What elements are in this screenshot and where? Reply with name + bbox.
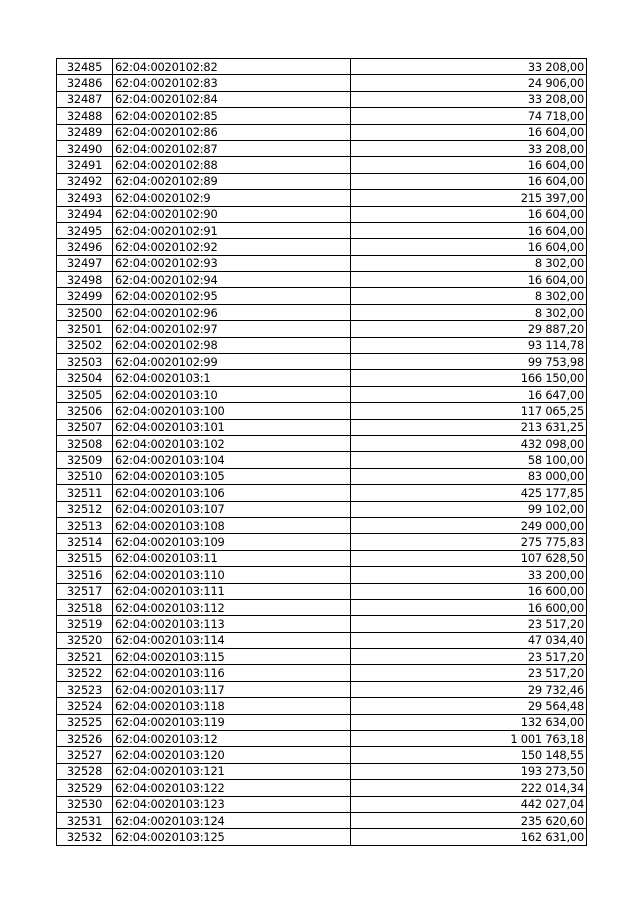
cadastral-number-cell: 62:04:0020102:89 [113,173,351,189]
table-row [57,599,587,615]
row-number-cell: 32513 [57,517,113,533]
value-cell: 235 620,60 [351,812,587,828]
table-row [57,108,587,124]
row-number-cell: 32531 [57,812,113,828]
value-cell: 16 604,00 [351,157,587,173]
row-number-cell: 32517 [57,583,113,599]
table-row [57,157,587,173]
value-cell: 132 634,00 [351,714,587,730]
row-number-cell: 32523 [57,681,113,697]
row-number-cell: 32500 [57,304,113,320]
value-cell: 166 150,00 [351,370,587,386]
cadastral-number-cell: 62:04:0020103:125 [113,829,351,845]
value-cell: 29 564,48 [351,698,587,714]
value-cell: 33 208,00 [351,59,587,75]
value-cell: 162 631,00 [351,829,587,845]
cadastral-number-cell: 62:04:0020102:85 [113,108,351,124]
value-cell: 16 600,00 [351,583,587,599]
table-row [57,501,587,517]
cadastral-number-cell: 62:04:0020102:99 [113,354,351,370]
row-number-cell: 32521 [57,649,113,665]
value-cell: 16 604,00 [351,272,587,288]
row-number-cell: 32512 [57,501,113,517]
row-number-cell: 32502 [57,337,113,353]
row-number-cell: 32506 [57,403,113,419]
cadastral-number-cell: 62:04:0020103:112 [113,599,351,615]
cadastral-number-cell: 62:04:0020103:121 [113,763,351,779]
table-body [57,59,587,846]
table-row [57,583,587,599]
value-cell: 93 114,78 [351,337,587,353]
row-number-cell: 32510 [57,468,113,484]
value-cell: 24 906,00 [351,75,587,91]
cadastral-number-cell: 62:04:0020103:118 [113,698,351,714]
cadastral-number-cell: 62:04:0020103:124 [113,812,351,828]
row-number-cell: 32492 [57,173,113,189]
table-row [57,763,587,779]
value-cell: 29 732,46 [351,681,587,697]
table-row [57,370,587,386]
table-row [57,255,587,271]
table-row [57,124,587,140]
cadastral-number-cell: 62:04:0020103:104 [113,452,351,468]
value-cell: 83 000,00 [351,468,587,484]
cadastral-number-cell: 62:04:0020103:102 [113,435,351,451]
row-number-cell: 32489 [57,124,113,140]
table-row [57,91,587,107]
value-cell: 432 098,00 [351,435,587,451]
row-number-cell: 32487 [57,91,113,107]
value-cell: 58 100,00 [351,452,587,468]
value-cell: 222 014,34 [351,780,587,796]
cadastral-number-cell: 62:04:0020102:91 [113,222,351,238]
cadastral-number-cell: 62:04:0020102:96 [113,304,351,320]
table-row [57,435,587,451]
value-cell: 99 753,98 [351,354,587,370]
table-row [57,681,587,697]
cadastral-number-cell: 62:04:0020103:101 [113,419,351,435]
row-number-cell: 32485 [57,59,113,75]
row-number-cell: 32490 [57,140,113,156]
table-row [57,452,587,468]
row-number-cell: 32499 [57,288,113,304]
row-number-cell: 32522 [57,665,113,681]
value-cell: 425 177,85 [351,485,587,501]
value-cell: 16 604,00 [351,124,587,140]
value-cell: 16 604,00 [351,239,587,255]
row-number-cell: 32511 [57,485,113,501]
row-number-cell: 32496 [57,239,113,255]
table-row [57,272,587,288]
row-number-cell: 32515 [57,550,113,566]
row-number-cell: 32498 [57,272,113,288]
table-row [57,354,587,370]
row-number-cell: 32507 [57,419,113,435]
cadastral-number-cell: 62:04:0020103:12 [113,731,351,747]
table-row [57,812,587,828]
row-number-cell: 32518 [57,599,113,615]
table-row [57,304,587,320]
value-cell: 47 034,40 [351,632,587,648]
cadastral-number-cell: 62:04:0020103:111 [113,583,351,599]
value-cell: 16 647,00 [351,386,587,402]
value-cell: 249 000,00 [351,517,587,533]
cadastral-number-cell: 62:04:0020103:10 [113,386,351,402]
value-cell: 117 065,25 [351,403,587,419]
value-cell: 8 302,00 [351,255,587,271]
row-number-cell: 32501 [57,321,113,337]
table-row [57,222,587,238]
value-cell: 213 631,25 [351,419,587,435]
row-number-cell: 32495 [57,222,113,238]
cadastral-number-cell: 62:04:0020102:84 [113,91,351,107]
value-cell: 16 604,00 [351,206,587,222]
row-number-cell: 32491 [57,157,113,173]
row-number-cell: 32509 [57,452,113,468]
row-number-cell: 32504 [57,370,113,386]
value-cell: 33 200,00 [351,567,587,583]
cadastral-number-cell: 62:04:0020103:1 [113,370,351,386]
cadastral-number-cell: 62:04:0020103:119 [113,714,351,730]
row-number-cell: 32516 [57,567,113,583]
value-cell: 23 517,20 [351,616,587,632]
cadastral-number-cell: 62:04:0020102:86 [113,124,351,140]
value-cell: 99 102,00 [351,501,587,517]
cadastral-number-cell: 62:04:0020102:82 [113,59,351,75]
row-number-cell: 32528 [57,763,113,779]
cadastral-number-cell: 62:04:0020103:100 [113,403,351,419]
cadastral-number-cell: 62:04:0020102:94 [113,272,351,288]
value-cell: 23 517,20 [351,665,587,681]
table-row [57,140,587,156]
cadastral-number-cell: 62:04:0020103:109 [113,534,351,550]
table-row [57,796,587,812]
table-row [57,747,587,763]
cadastral-number-cell: 62:04:0020102:98 [113,337,351,353]
row-number-cell: 32526 [57,731,113,747]
cadastral-number-cell: 62:04:0020103:110 [113,567,351,583]
value-cell: 8 302,00 [351,288,587,304]
table-row [57,386,587,402]
cadastral-number-cell: 62:04:0020103:117 [113,681,351,697]
table-row [57,829,587,845]
cadastral-number-cell: 62:04:0020103:106 [113,485,351,501]
value-cell: 215 397,00 [351,190,587,206]
table-row [57,485,587,501]
value-cell: 150 148,55 [351,747,587,763]
table-row [57,714,587,730]
row-number-cell: 32493 [57,190,113,206]
row-number-cell: 32497 [57,255,113,271]
table-row [57,632,587,648]
table-row [57,75,587,91]
value-cell: 1 001 763,18 [351,731,587,747]
table-row [57,517,587,533]
table-row [57,731,587,747]
table-row [57,403,587,419]
table-row [57,780,587,796]
cadastral-number-cell: 62:04:0020102:83 [113,75,351,91]
cadastral-number-cell: 62:04:0020103:123 [113,796,351,812]
cadastral-number-cell: 62:04:0020103:108 [113,517,351,533]
table-row [57,649,587,665]
table-row [57,206,587,222]
table-row [57,567,587,583]
cadastral-value-table [56,58,587,846]
cadastral-number-cell: 62:04:0020102:97 [113,321,351,337]
value-cell: 8 302,00 [351,304,587,320]
value-cell: 16 604,00 [351,173,587,189]
value-cell: 16 604,00 [351,222,587,238]
table-row [57,534,587,550]
row-number-cell: 32486 [57,75,113,91]
cadastral-number-cell: 62:04:0020102:92 [113,239,351,255]
value-cell: 16 600,00 [351,599,587,615]
row-number-cell: 32529 [57,780,113,796]
table-row [57,665,587,681]
table-row [57,616,587,632]
cadastral-number-cell: 62:04:0020102:90 [113,206,351,222]
value-cell: 193 273,50 [351,763,587,779]
row-number-cell: 32530 [57,796,113,812]
cadastral-number-cell: 62:04:0020102:93 [113,255,351,271]
table-row [57,337,587,353]
table-row [57,468,587,484]
row-number-cell: 32525 [57,714,113,730]
table-row [57,419,587,435]
value-cell: 107 628,50 [351,550,587,566]
row-number-cell: 32494 [57,206,113,222]
cadastral-number-cell: 62:04:0020103:122 [113,780,351,796]
cadastral-number-cell: 62:04:0020103:115 [113,649,351,665]
row-number-cell: 32527 [57,747,113,763]
table-row [57,550,587,566]
row-number-cell: 32524 [57,698,113,714]
table-row [57,173,587,189]
row-number-cell: 32519 [57,616,113,632]
value-cell: 33 208,00 [351,91,587,107]
table-row [57,321,587,337]
cadastral-number-cell: 62:04:0020103:116 [113,665,351,681]
cadastral-number-cell: 62:04:0020102:87 [113,140,351,156]
cadastral-number-cell: 62:04:0020103:113 [113,616,351,632]
row-number-cell: 32520 [57,632,113,648]
value-cell: 23 517,20 [351,649,587,665]
table-row [57,59,587,75]
table-row [57,239,587,255]
table-row [57,288,587,304]
value-cell: 29 887,20 [351,321,587,337]
row-number-cell: 32532 [57,829,113,845]
table-row [57,698,587,714]
table-row [57,190,587,206]
cadastral-number-cell: 62:04:0020103:11 [113,550,351,566]
value-cell: 74 718,00 [351,108,587,124]
value-cell: 275 775,83 [351,534,587,550]
cadastral-number-cell: 62:04:0020103:120 [113,747,351,763]
cadastral-number-cell: 62:04:0020103:105 [113,468,351,484]
row-number-cell: 32514 [57,534,113,550]
cadastral-number-cell: 62:04:0020103:114 [113,632,351,648]
cadastral-number-cell: 62:04:0020102:95 [113,288,351,304]
row-number-cell: 32488 [57,108,113,124]
cadastral-number-cell: 62:04:0020102:88 [113,157,351,173]
cadastral-number-cell: 62:04:0020102:9 [113,190,351,206]
row-number-cell: 32505 [57,386,113,402]
row-number-cell: 32503 [57,354,113,370]
row-number-cell: 32508 [57,435,113,451]
value-cell: 33 208,00 [351,140,587,156]
cadastral-number-cell: 62:04:0020103:107 [113,501,351,517]
value-cell: 442 027,04 [351,796,587,812]
